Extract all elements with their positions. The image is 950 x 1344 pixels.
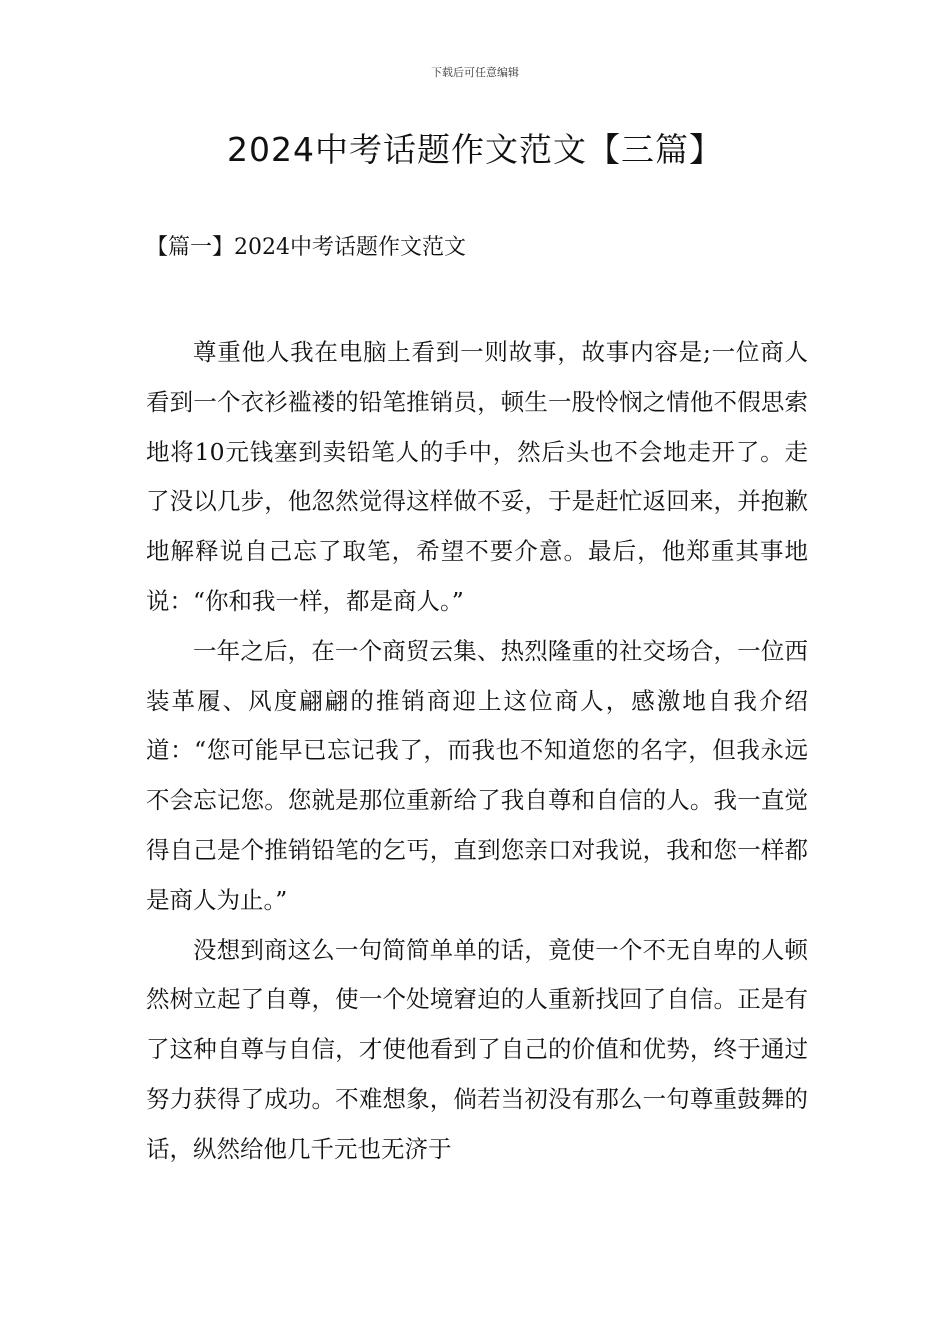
header-note: 下载后可任意编辑 bbox=[431, 66, 519, 79]
section-title: 【篇一】2024中考话题作文范文 bbox=[146, 235, 466, 260]
paragraph-2: 一年之后，在一个商贸云集、热烈隆重的社交场合，一位西装革履、风度翩翩的推销商迎上这位商人，感激地自我介绍道：“您可能早已忘记我了，而我也不知道您的名字，但我永远不会忘记您。您就是那位重新给了我自尊和自信的人。我一直觉得自己是个推销铅笔的乞丐，直到您亲口对我说，我和您一样都是商人为止。” bbox=[146, 636, 808, 914]
paragraph-3: 没想到商这么一句简简单单的话，竟使一个不无自卑的人顿然树立起了自尊，使一个处境窘迫的人重新找回了自信。正是有了这种自尊与自信，才使他看到了自己的价值和优势，终于通过努力获得了成功。不难想象，倘若当初没有那么一句尊重鼓舞的话，纵然给他几千元也无济于 bbox=[146, 935, 808, 1163]
article-body bbox=[146, 328, 808, 1175]
paragraph-1: 尊重他人我在电脑上看到一则故事，故事内容是;一位商人看到一个衣衫褴褛的铅笔推销员，顿生一股怜悯之情他不假思索地将10元钱塞到卖铅笔人的手中，然后头也不会地走开了。走了没以几步，他忽然觉得这样做不妥，于是赶忙返回来，并抱歉地解释说自己忘了取笔，希望不要介意。最后，他郑重其事地说：“你和我一样，都是商人。” bbox=[146, 338, 808, 615]
document-title: 2024中考话题作文范文【三篇】 bbox=[227, 130, 723, 169]
